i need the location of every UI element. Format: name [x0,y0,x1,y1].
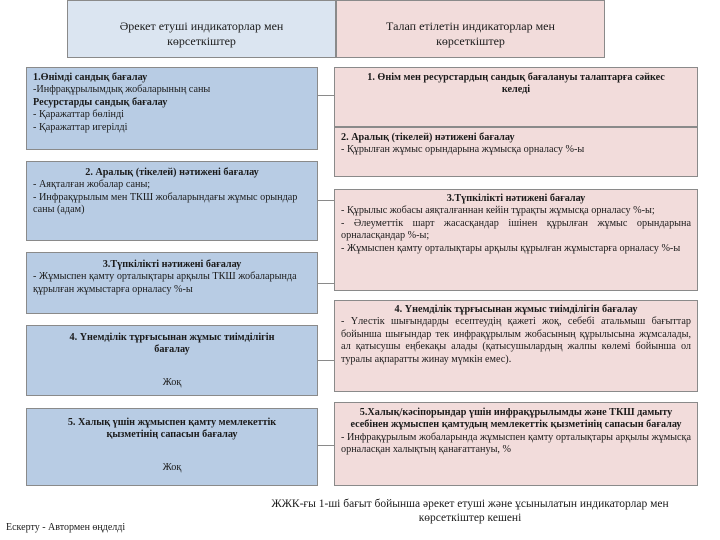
right5-title: 5.Халық/кәсіпорындар үшін инфрақұрылымды және ТКШ дамыту есебінен жұмыспен қамтудың мемлекеттік қызметінің сапасын бағалау [350,407,682,431]
right2-title: 2. Аралық (тікелей) нәтижені бағалау [341,132,515,143]
left-box-2 [26,161,318,241]
left5-title: 5. Халық үшін жұмыспен қамту мемлекеттік қызметінің сапасын бағалау [67,417,277,441]
left4-title: 4. Үнемділік тұрғысынан жұмыс тиімділігін бағалау [69,332,275,356]
right-box-4 [334,300,698,392]
header-left-label: Әрекет етуші индикаторлар мен көрсеткіштер [119,19,284,48]
right3-line-2: - Жұмыспен қамту орталықтары арқылы құрылған жұмыстарға орналасу %-ы [341,242,681,254]
header-right-label: Талап етілетін индикаторлар мен көрсеткіштер [386,19,555,48]
right4-title: 4. Үнемділік тұрғысынан жұмыс тиімділігін бағалау [394,304,638,315]
left-box-3 [26,252,318,314]
left1-line-4: - Қаражаттар игерілді [33,121,128,133]
connector-line-5 [318,445,334,446]
connector-line-1 [318,95,334,96]
right4-line-0: - Үлестік шығындарды есептеудің қажеті жоқ, себебі атальмыш бағыттар бойынша шығындар тек инфрақұрылым жобасының құрылысына жұмсалады, ал қатысушы еңбекақы алады (қатысушылардың жалпы көлемі бойынша ол туралы ақпаратты жинау мүмкін емес). [341,316,691,365]
left-box-4 [26,325,318,396]
connector-line-4 [318,360,334,361]
left3-line-0: - Жұмыспен қамту орталықтары арқылы ТКШ жобаларында құрылған жұмыстарға орналасу %-ы [33,271,297,295]
right1-title: 1. Өнім мен ресурстардың сандық бағалануы талаптарға сәйкес келеді [367,72,665,96]
footnote: Ескерту - Автормен өңделді [6,522,126,533]
connector-line-3 [318,283,334,284]
right3-title: 3.Түпкілікті нәтижені бағалау [446,193,586,204]
right5-line-0: - Инфрақұрылым жобаларында жұмыспен қамту орталықтары арқылы жұмысқа орналасқан халықтың қанағаттануы, % [341,431,691,456]
right3-line-1: - Әлеуметтік шарт жасасқандар ішінен құрылған жұмыс орындарына орналасқандар %-ы; [341,217,691,242]
right3-line-0: - Құрылыс жобасы аяқталғаннан кейін тұрақты жұмысқа орналасу %-ы; [341,205,655,217]
left1-line-0: 1.Өнімді сандық бағалау [33,72,148,83]
right-box-2 [334,127,698,177]
left2-title: 2. Аралық (тікелей) нәтижені бағалау [85,167,259,178]
right-box-3 [334,189,698,291]
right-box-1 [334,67,698,127]
header-left [67,0,336,58]
connector-line-2 [318,200,334,201]
right-box-5 [334,402,698,486]
left1-line-1: -Инфрақұрылымдық жобаларының саны [33,84,211,96]
left3-title: 3.Түпкілікті нәтижені бағалау [102,259,242,270]
left5-value: Жоқ [162,461,182,473]
left2-line-1: - Инфрақұрылым мен ТКШ жобаларындағы жұмыс орындар саны (адам) [33,191,298,216]
left1-line-2: Ресурстарды сандық бағалау [33,96,168,108]
header-right [336,0,605,58]
left-box-5 [26,408,318,486]
right2-line-0: - Құрылған жұмыс орындарына жұмысқа орналасу %-ы [341,144,585,156]
left4-value: Жоқ [162,376,182,388]
left-box-1 [26,67,318,150]
figure-caption: ЖЖК-ғы 1-ші бағыт бойынша әрекет етуші және ұсынылатын индикаторлар мен көрсеткіштер кешені [271,498,669,524]
left2-line-0: - Аяқталған жобалар саны; [33,179,151,191]
left1-line-3: - Қаражаттар бөлінді [33,109,125,121]
